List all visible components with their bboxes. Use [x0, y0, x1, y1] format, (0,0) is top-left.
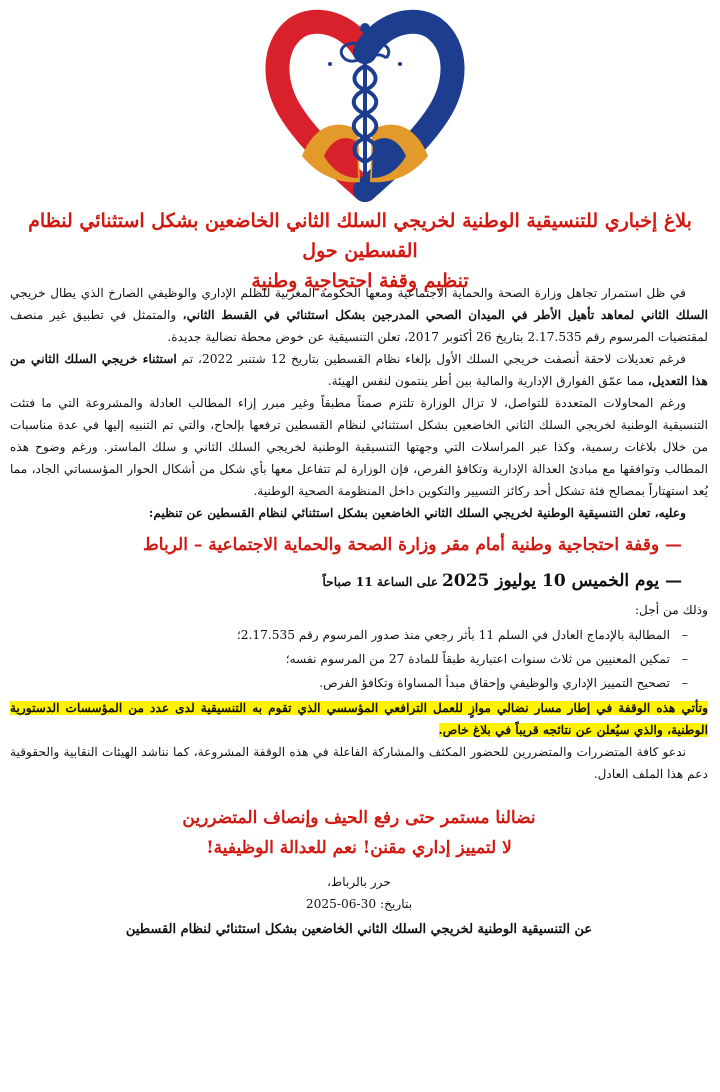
list-item: – تصحيح التمييز الإداري والوظيفي وإحقاق مبدأ المساواة وتكافؤ الفرص. — [10, 671, 690, 695]
demands-intro: وذلك من أجل: — [634, 603, 708, 617]
announcement-body — [10, 282, 708, 941]
paragraph-announcement — [10, 502, 708, 524]
list-item: – المطالبة بالإدماج العادل في السلم 11 بأثر رجعي منذ صدور المرسوم رقم 2.17.535؛ — [10, 623, 690, 647]
paragraph-context-bold: السلك الثاني لمعاهد تأهيل الأطر في الميدان الصحي المدرجين بشكل استثنائي في القسط الثاني، — [182, 308, 709, 322]
paragraph-announcement-bold: وعليه، تعلن التنسيقية الوطنية لخريجي السلك الثاني الخاضعين بشكل استثنائي لنظام القسطين عن تنظيم: — [148, 506, 686, 520]
paragraph-context — [10, 282, 708, 348]
paragraph-context-text-a: في ظل استمرار تجاهل وزارة الصحة والحماية الاجتماعية ومعها الحكومة المغربية للظلم الإداري والوظيفي الصارخ الذي يطال خريجي — [10, 286, 686, 300]
title-line-1: بلاغ إخباري للتنسيقية الوطنية لخريجي السلك الثاني الخاضعين بشكل استثنائي لنظام القسطين حول — [28, 210, 692, 262]
organization-logo — [258, 6, 472, 202]
title-line-2: تنظيم وقفة احتجاجية وطنية — [251, 270, 469, 292]
paragraph-context-text-b: والمتمثل في تطبيق غير منصف لمقتضيات المرسوم رقم 2.17.535 بتاريخ 26 أكتوبر 2017، تعلن التنسيقية عن خوض محطة نضالية جديدة. — [10, 308, 708, 344]
highlighted-line-1: وتأتي هذه الوقفة في إطار مسار نضالي موازٍ للعمل الترافعي المؤسسي الذي تقوم به التنسيقية لدى عدد من المؤسسات الدستورية — [10, 701, 708, 715]
signature-organization: عن التنسيقية الوطنية لخريجي السلك الثاني الخاضعين بشكل استثنائي لنظام القسطين — [125, 922, 593, 937]
event-location: — وقفة احتجاجية وطنية أمام مقر وزارة الصحة والحماية الاجتماعية – الرباط — [143, 535, 682, 555]
signature-place: حرر بالرباط، — [327, 875, 391, 889]
closing-slogans — [10, 803, 708, 863]
list-item: – تمكين المعنيين من ثلاث سنوات اعتبارية طبقاً للمادة 27 من المرسوم نفسه؛ — [10, 647, 690, 671]
participation-call: ندعو كافة المتضررات والمتضررين للحضور المكثف والمشاركة الفاعلة في هذه الوقفة المشروعة، كما نناشد الهيئات النقابية والحقوقية دعم هذا الملف العادل. — [10, 745, 708, 781]
signature-date: بتاريخ: 30-06-2025 — [305, 897, 413, 911]
demands-list — [10, 623, 708, 695]
paragraph-amendments — [10, 348, 708, 392]
event-date-line — [10, 566, 708, 597]
slogan-line-2: لا لتمييز إداري مقنن! نعم للعدالة الوظيفية! — [206, 838, 512, 858]
paragraph-amendments-text-a: فرغم تعديلات لاحقة أنصفت خريجي السلك الأول بإلغاء نظام القسطين بتاريخ 12 شتنبر 2022، تم — [181, 352, 686, 366]
event-date: — يوم الخميس 10 يوليوز 2025 — [442, 571, 682, 591]
signature-block — [10, 871, 708, 941]
slogan-line-1: نضالنا مستمر حتى رفع الحيف وإنصاف المتضررين — [182, 808, 536, 828]
paragraph-ministry-silence: ورغم المحاولات المتعددة للتواصل، لا تزال الوزارة تلتزم صمتاً مطبقاً وغير مبرر إزاء المطالب العادلة والمشروعة التي ما فتئت التنسيقية الوطنية لخريجي السلك الثاني الخاضعين بشكل استثنائي لنظام القسطين ترفعها بإلحاح، والتي تم التنبيه إليها في عدة مناسبات من خلال بلاغات رسمية، وكذا عبر المراسلات التي وجهتها التنسيقية الوطنية لخريجي السلك الثاني و سلك الماستر. ورغم وضوح هذه المطالب وتوافقها مع مبادئ العدالة الإدارية وتكافؤ الفرص، فإن الوزارة لم تتفاعل معها بأي شكل من أشكال الحوار المؤسساتي الجاد، مما يُعد استهتاراً بمصالح فئة تشكل أحد ركائز التسيير والتكوين داخل المنظومة الصحية الوطنية. — [10, 396, 708, 498]
highlighted-statement — [10, 697, 708, 741]
paragraph-amendments-bold: استثناء خريجي السلك الثاني من هذا التعديل، — [10, 352, 708, 388]
event-time: على الساعة 11 صباحاً — [322, 575, 439, 589]
highlighted-line-2: الوطنية، والذي سيُعلن عن نتائجه قريباً في بلاغ خاص. — [438, 723, 708, 737]
paragraph-amendments-text-b: مما عمّق الفوارق الإدارية والمالية بين أطر ينتمون لنفس الهيئة. — [327, 374, 645, 388]
